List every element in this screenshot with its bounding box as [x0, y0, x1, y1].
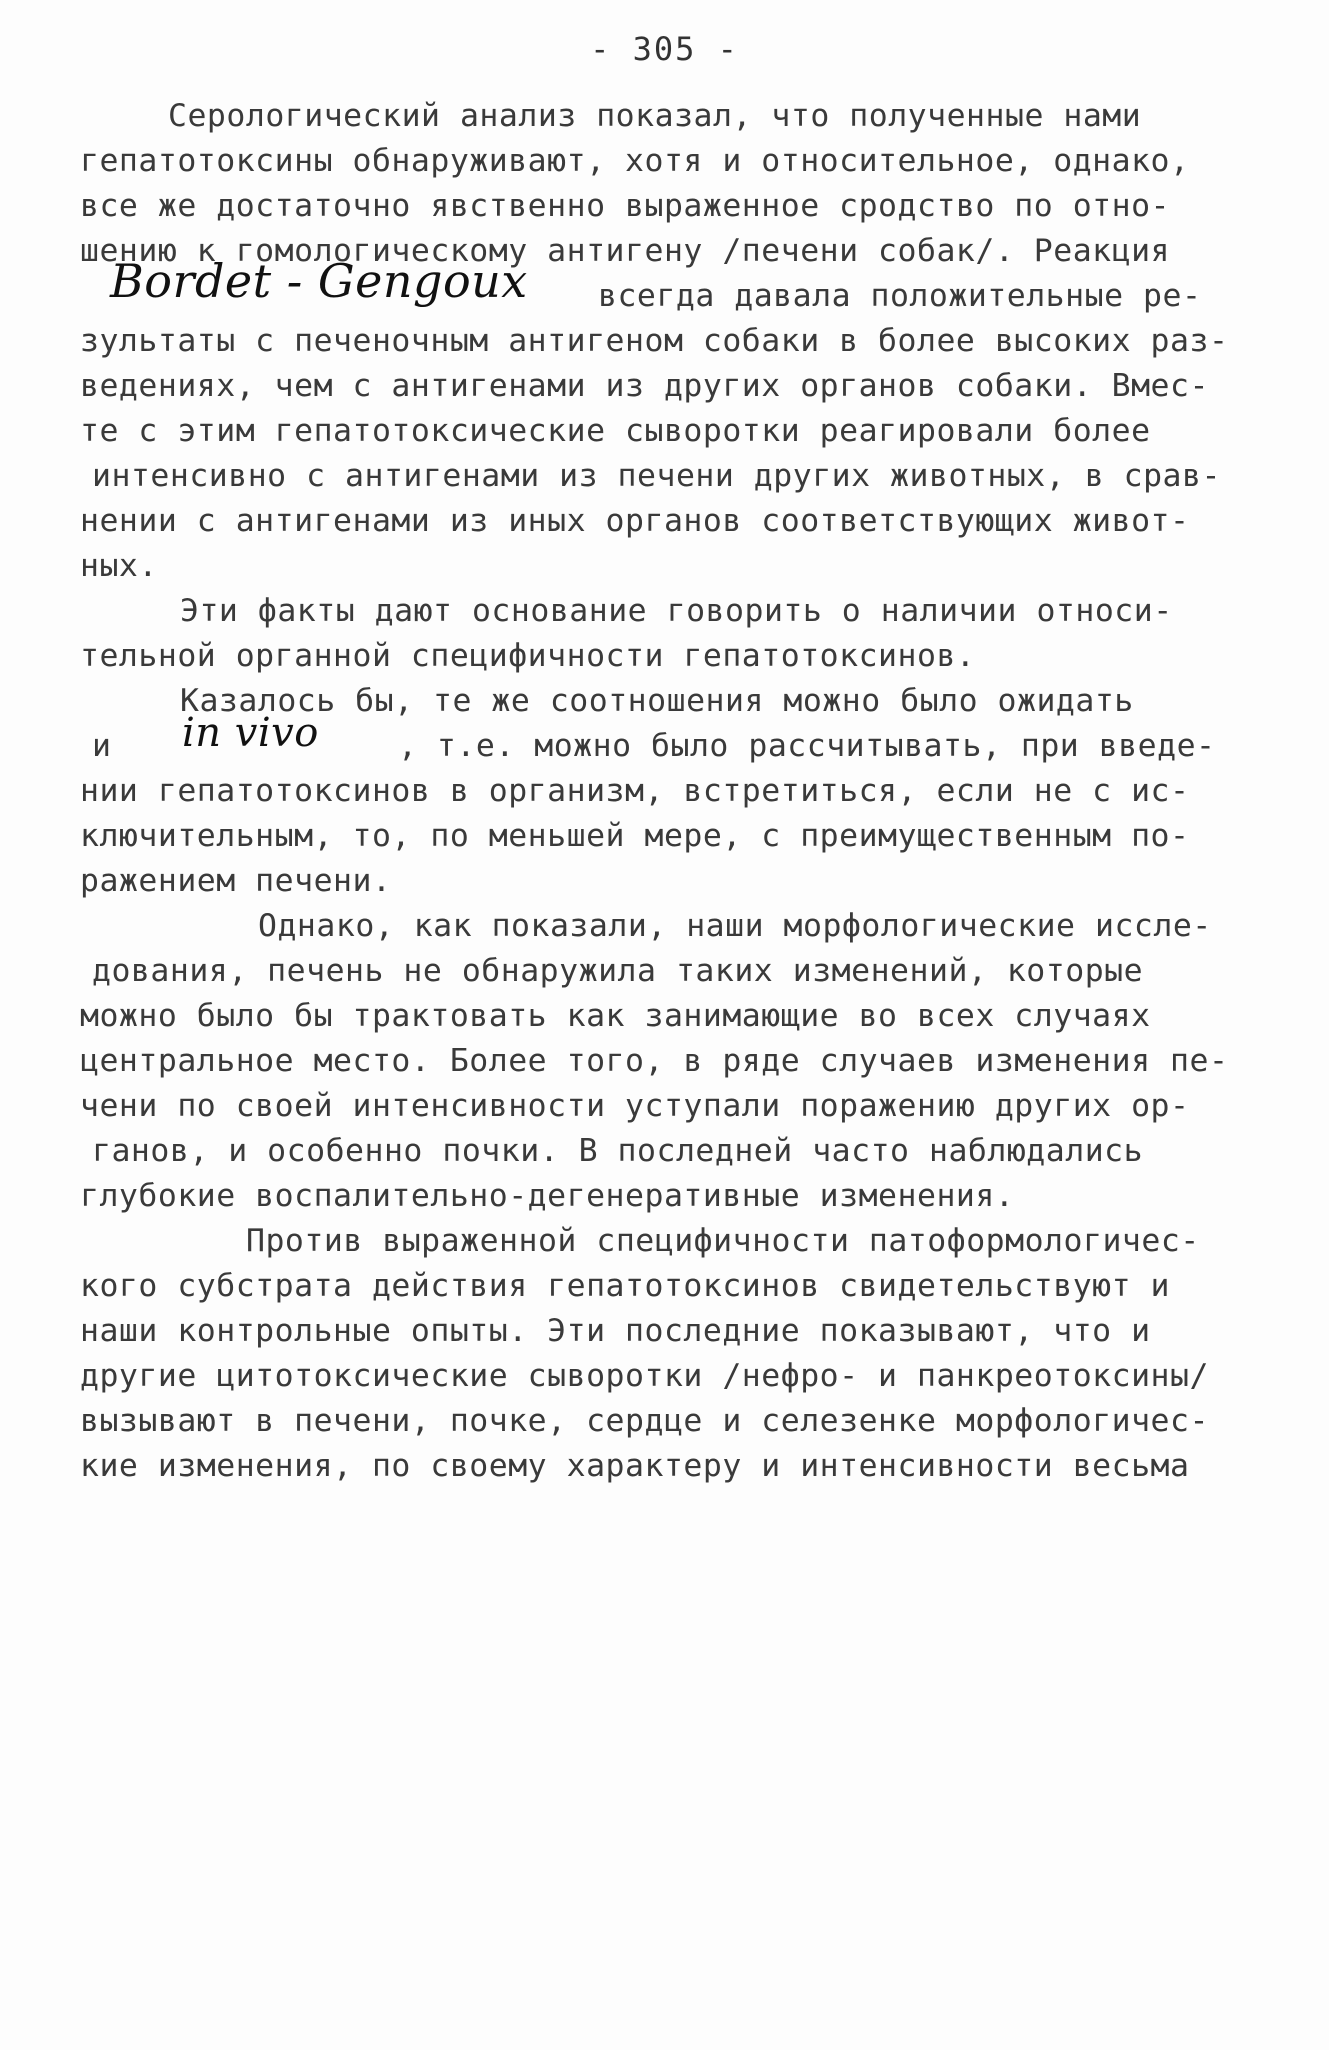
text-line-18: ражением печени. [80, 863, 392, 899]
page-number: - 305 - [590, 30, 739, 68]
text-line-10: нении с антигенами из иных органов соответствующих живот- [80, 503, 1190, 539]
text-line-20: дования, печень не обнаружила таких изменений, которые [92, 953, 1144, 989]
text-line-28: наши контрольные опыты. Эти последние показывают, что и [80, 1313, 1151, 1349]
text-line-29: другие цитотоксические сыворотки /нефро- и панкреотоксины/ [80, 1358, 1209, 1394]
text-line-30: вызывают в печени, почке, сердце и селезенке морфологичес- [80, 1403, 1209, 1439]
text-line-2: гепатотоксины обнаруживают, хотя и относительное, однако, [80, 143, 1190, 179]
text-line-11: ных. [80, 548, 158, 584]
text-line-5: всегда давала положительные ре- [598, 278, 1202, 314]
text-line-8: те с этим гепатотоксические сыворотки реагировали более [80, 413, 1151, 449]
text-line-15-end: , т.е. можно было рассчитывать, при введе- [398, 728, 1216, 764]
text-line-25: глубокие воспалительно-дегенеративные изменения. [80, 1178, 1015, 1214]
text-line-6: зультаты с печеночным антигеном собаки в более высоких раз- [80, 323, 1229, 359]
text-line-27: кого субстрата действия гепатотоксинов свидетельствуют и [80, 1268, 1171, 1304]
text-line-9: интенсивно с антигенами из печени других животных, в срав- [92, 458, 1221, 494]
text-line-7: ведениях, чем с антигенами из других органов собаки. Вмес- [80, 368, 1209, 404]
handwritten-reaction-name: Bordet - Gengoux [110, 254, 528, 308]
text-line-15-start: и [92, 728, 112, 764]
text-line-21: можно было бы трактовать как занимающие во всех случаях [80, 998, 1151, 1034]
text-line-12: Эти факты дают основание говорить о наличии относи- [180, 593, 1173, 629]
text-line-14: Казалось бы, те же соотношения можно было ожидать [180, 683, 1134, 719]
text-line-24: ганов, и особенно почки. В последней часто наблюдались [92, 1133, 1144, 1169]
text-line-1: Серологический анализ показал, что полученные нами [168, 98, 1142, 134]
text-line-16: нии гепатотоксинов в организм, встретиться, если не с ис- [80, 773, 1190, 809]
handwritten-in-vivo: in vivo [182, 710, 319, 756]
text-line-3: все же достаточно явственно выраженное сродство по отно- [80, 188, 1171, 224]
text-line-19: Однако, как показали, наши морфологические иссле- [258, 908, 1212, 944]
text-line-4: шению к гомологическому антигену /печени собак/. Реакция [80, 233, 1171, 269]
text-line-17: ключительным, то, по меньшей мере, с преимущественным по- [80, 818, 1190, 854]
text-line-31: кие изменения, по своему характеру и интенсивности весьма [80, 1448, 1190, 1484]
text-line-22: центральное место. Более того, в ряде случаев изменения пе- [80, 1043, 1229, 1079]
text-line-23: чени по своей интенсивности уступали поражению других ор- [80, 1088, 1190, 1124]
text-line-26: Против выраженной специфичности патоформологичес- [246, 1223, 1200, 1259]
text-line-13: тельной органной специфичности гепатотоксинов. [80, 638, 976, 674]
